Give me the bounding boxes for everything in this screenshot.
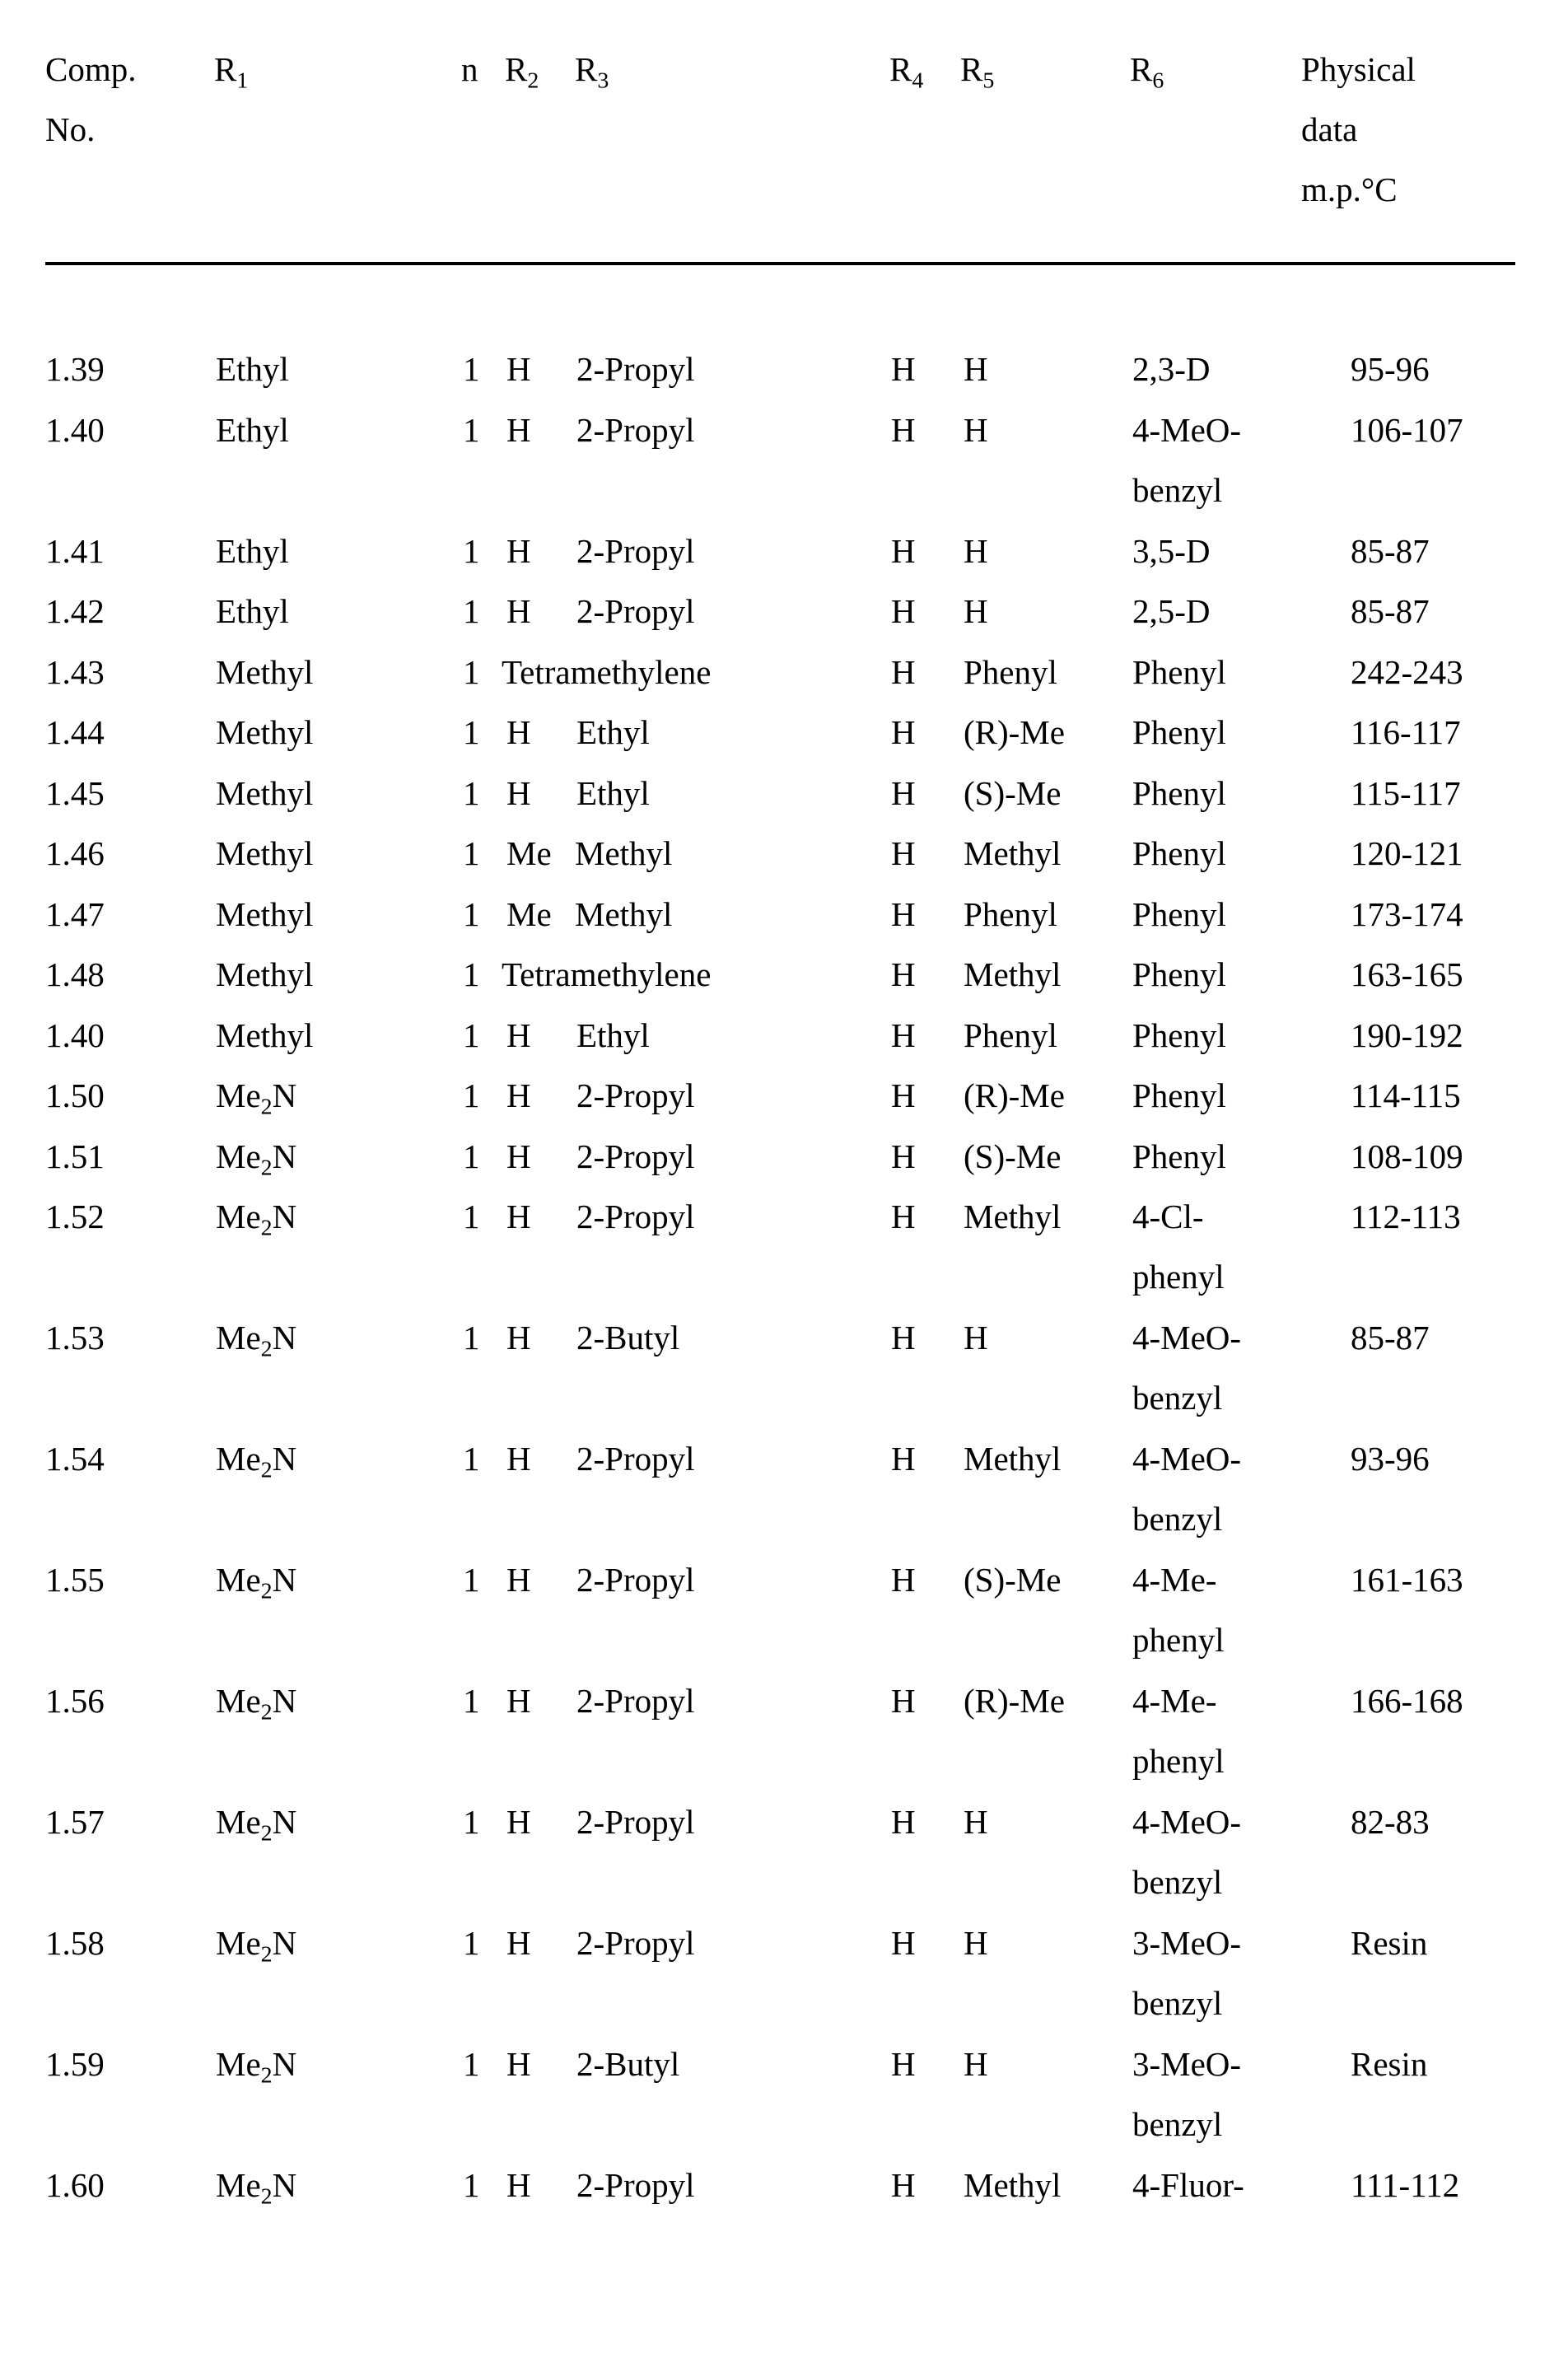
cell-n: 1: [463, 410, 480, 449]
cell-r6-line: Phenyl: [1132, 1016, 1226, 1054]
cell-r1: $Me_2N$: [216, 1319, 297, 1362]
cell-r6-line: 2,5-D: [1132, 592, 1211, 630]
cell-r6: [1132, 581, 1211, 642]
cell-melting-point: 95-96: [1351, 350, 1430, 388]
cell-melting-point: 242-243: [1351, 652, 1463, 691]
cell-r5: H: [964, 592, 988, 630]
cell-r5: Phenyl: [964, 652, 1057, 691]
cell-r2: H: [506, 1561, 531, 1599]
cell-r6: [1132, 2034, 1241, 2155]
cell-r6-line: phenyl: [1132, 1258, 1225, 1296]
cell-r4: H: [891, 713, 916, 751]
header-r6: $R_6$: [1130, 50, 1164, 94]
cell-r3: 2-Propyl: [576, 1076, 695, 1114]
cell-r3: 2-Propyl: [576, 1198, 695, 1235]
cell-r6-line: Phenyl: [1132, 1076, 1226, 1114]
cell-r5: H: [964, 350, 988, 388]
cell-r6: [1132, 1308, 1241, 1428]
cell-r6: [1132, 945, 1226, 1005]
header-physical-data: [1301, 40, 1416, 220]
header-physical-line3: m.p.°C: [1301, 170, 1398, 208]
cell-comp-no: 1.40: [45, 1016, 105, 1054]
cell-r1: $Me_2N$: [216, 1440, 297, 1483]
cell-r6-line: Phenyl: [1132, 955, 1226, 993]
cell-r1: $Me_2N$: [216, 1137, 297, 1180]
cell-r3: Methyl: [575, 894, 673, 933]
cell-r5: (R)-Me: [964, 1076, 1065, 1114]
cell-r6: [1132, 1127, 1226, 1187]
cell-melting-point: 85-87: [1351, 531, 1430, 570]
cell-r6-line: benzyl: [1132, 470, 1223, 509]
cell-r1: Methyl: [216, 652, 314, 691]
cell-r6: [1132, 642, 1226, 703]
cell-n: 1: [463, 592, 480, 630]
cell-r6-line: phenyl: [1132, 1621, 1225, 1659]
header-comp-no: [45, 40, 137, 160]
cell-r6-line: benzyl: [1132, 1379, 1223, 1417]
cell-r6-line: Phenyl: [1132, 894, 1226, 933]
cell-r5: (R)-Me: [964, 1682, 1065, 1720]
cell-r6-line: 3-MeO-: [1132, 1924, 1242, 1962]
header-r2: $R_2$: [505, 50, 539, 94]
cell-r6-line: Phenyl: [1132, 834, 1226, 872]
cell-r6: [1132, 703, 1226, 763]
cell-r6: [1132, 1429, 1241, 1549]
cell-r2: H: [506, 531, 531, 570]
header-comp-line1: Comp.: [45, 50, 137, 88]
cell-r4: H: [891, 1440, 916, 1478]
cell-comp-no: 1.57: [45, 1803, 105, 1841]
cell-r3: 2-Propyl: [576, 410, 695, 449]
cell-n: 1: [463, 894, 480, 933]
cell-r1: Methyl: [216, 894, 314, 933]
cell-n: 1: [463, 1198, 480, 1235]
header-n: n: [461, 50, 478, 88]
header-physical-line2: data: [1301, 110, 1358, 148]
cell-comp-no: 1.46: [45, 834, 105, 872]
cell-melting-point: 111-112: [1351, 2166, 1460, 2204]
cell-r3: 2-Propyl: [576, 350, 695, 388]
cell-comp-no: 1.42: [45, 592, 105, 630]
cell-comp-no: 1.59: [45, 2045, 105, 2083]
cell-r5: (S)-Me: [964, 1137, 1062, 1175]
cell-r5: Phenyl: [964, 1016, 1057, 1054]
cell-r3: 2-Propyl: [576, 1924, 695, 1962]
cell-r1: Methyl: [216, 713, 314, 751]
cell-r6-line: benzyl: [1132, 1984, 1223, 2022]
cell-comp-no: 1.55: [45, 1561, 105, 1599]
cell-r6: [1132, 824, 1226, 884]
header-divider: [45, 262, 1515, 265]
cell-comp-no: 1.47: [45, 894, 105, 933]
cell-r6-line: 2,3-D: [1132, 350, 1211, 388]
cell-comp-no: 1.53: [45, 1319, 105, 1356]
header-r3: $R_3$: [575, 50, 609, 94]
cell-r5: Phenyl: [964, 894, 1057, 933]
cell-n: 1: [463, 955, 480, 993]
cell-r2: H: [506, 773, 531, 812]
cell-r4: H: [891, 1198, 916, 1235]
cell-r5: Methyl: [964, 1198, 1062, 1235]
cell-r2: H: [506, 1198, 531, 1235]
cell-comp-no: 1.56: [45, 1682, 105, 1720]
cell-r4: H: [891, 652, 916, 691]
cell-r4: H: [891, 773, 916, 812]
cell-r6-line: Phenyl: [1132, 652, 1226, 691]
cell-melting-point: 161-163: [1351, 1561, 1463, 1599]
cell-comp-no: 1.41: [45, 531, 105, 570]
cell-r3: 2-Propyl: [576, 1440, 695, 1478]
cell-r2: H: [506, 713, 531, 751]
cell-r5: H: [964, 1924, 988, 1962]
cell-n: 1: [463, 531, 480, 570]
cell-r6: [1132, 339, 1211, 399]
cell-r6: [1132, 1066, 1226, 1126]
cell-r2: H: [506, 410, 531, 449]
cell-r6-line: Phenyl: [1132, 773, 1226, 812]
cell-r2-r3-combined: Tetramethylene: [502, 652, 712, 691]
cell-r5: (S)-Me: [964, 1561, 1062, 1599]
cell-melting-point: 106-107: [1351, 410, 1463, 449]
cell-r6-line: 4-Me-: [1132, 1682, 1217, 1720]
cell-n: 1: [463, 2166, 480, 2204]
cell-r5: Methyl: [964, 2166, 1062, 2204]
cell-n: 1: [463, 652, 480, 691]
cell-n: 1: [463, 1137, 480, 1175]
cell-melting-point: 93-96: [1351, 1440, 1430, 1478]
cell-r2: H: [506, 1076, 531, 1114]
cell-r6: [1132, 885, 1226, 945]
cell-melting-point: 85-87: [1351, 592, 1430, 630]
cell-r5: Methyl: [964, 1440, 1062, 1478]
cell-n: 1: [463, 834, 480, 872]
cell-melting-point: 85-87: [1351, 1319, 1430, 1356]
cell-r6-line: 4-Me-: [1132, 1561, 1217, 1599]
cell-n: 1: [463, 2045, 480, 2083]
cell-r3: Methyl: [575, 834, 673, 872]
cell-comp-no: 1.48: [45, 955, 105, 993]
cell-r6-line: 3-MeO-: [1132, 2045, 1242, 2083]
cell-r6-line: 4-Fluor-: [1132, 2166, 1244, 2204]
cell-r1: $Me_2N$: [216, 2045, 297, 2089]
cell-r6-line: 4-MeO-: [1132, 1803, 1242, 1841]
cell-r6-line: benzyl: [1132, 1863, 1223, 1901]
cell-n: 1: [463, 713, 480, 751]
cell-r4: H: [891, 1682, 916, 1720]
cell-r3: 2-Propyl: [576, 1137, 695, 1175]
cell-melting-point: 82-83: [1351, 1803, 1430, 1841]
cell-r6-line: benzyl: [1132, 2105, 1223, 2143]
cell-n: 1: [463, 1561, 480, 1599]
cell-comp-no: 1.58: [45, 1924, 105, 1962]
cell-r4: H: [891, 1016, 916, 1054]
cell-r6-line: 4-MeO-: [1132, 1319, 1242, 1356]
cell-n: 1: [463, 773, 480, 812]
cell-r2: H: [506, 1924, 531, 1962]
cell-r3: 2-Propyl: [576, 1803, 695, 1841]
cell-r2: H: [506, 2166, 531, 2204]
cell-comp-no: 1.39: [45, 350, 105, 388]
cell-r2: H: [506, 1319, 531, 1356]
cell-r6-line: benzyl: [1132, 1500, 1223, 1538]
cell-r5: H: [964, 1319, 988, 1356]
cell-r4: H: [891, 1924, 916, 1962]
cell-n: 1: [463, 1319, 480, 1356]
cell-r1: Ethyl: [216, 531, 289, 570]
cell-n: 1: [463, 1440, 480, 1478]
cell-r3: 2-Propyl: [576, 592, 695, 630]
cell-r6: [1132, 1187, 1225, 1307]
cell-r1: $Me_2N$: [216, 1803, 297, 1847]
cell-r6: [1132, 2155, 1244, 2216]
cell-n: 1: [463, 1016, 480, 1054]
cell-comp-no: 1.45: [45, 773, 105, 812]
cell-melting-point: 112-113: [1351, 1198, 1461, 1235]
cell-r5: Methyl: [964, 834, 1062, 872]
cell-r2: H: [506, 1137, 531, 1175]
cell-r6: [1132, 1913, 1241, 2033]
header-comp-line2: No.: [45, 110, 96, 148]
cell-r4: H: [891, 1319, 916, 1356]
cell-r4: H: [891, 592, 916, 630]
cell-r2: Me: [506, 834, 552, 872]
cell-n: 1: [463, 1924, 480, 1962]
cell-r6: [1132, 763, 1226, 824]
cell-comp-no: 1.50: [45, 1076, 105, 1114]
cell-r3: Ethyl: [576, 773, 650, 812]
cell-r4: H: [891, 2166, 916, 2204]
cell-r2: H: [506, 350, 531, 388]
cell-r2: H: [506, 592, 531, 630]
cell-r6-line: 3,5-D: [1132, 531, 1211, 570]
cell-r1: $Me_2N$: [216, 2166, 297, 2210]
cell-comp-no: 1.52: [45, 1198, 105, 1235]
header-r5: $R_5$: [960, 50, 995, 94]
cell-n: 1: [463, 1076, 480, 1114]
cell-r4: H: [891, 531, 916, 570]
cell-r6: [1132, 400, 1241, 521]
cell-melting-point: 108-109: [1351, 1137, 1463, 1175]
cell-r1: $Me_2N$: [216, 1924, 297, 1968]
cell-r6-line: Phenyl: [1132, 713, 1226, 751]
cell-r2: H: [506, 1803, 531, 1841]
cell-r4: H: [891, 894, 916, 933]
cell-r6: [1132, 1671, 1225, 1791]
cell-r1: $Me_2N$: [216, 1561, 297, 1604]
cell-r3: 2-Propyl: [576, 2166, 695, 2204]
cell-r4: H: [891, 834, 916, 872]
cell-r6-line: phenyl: [1132, 1742, 1225, 1780]
header-physical-line1: Physical: [1301, 50, 1416, 88]
cell-r6: [1132, 1792, 1241, 1912]
cell-melting-point: 190-192: [1351, 1016, 1463, 1054]
cell-r2: H: [506, 1440, 531, 1478]
cell-r1: Methyl: [216, 773, 314, 812]
cell-r2: H: [506, 1682, 531, 1720]
cell-r6: [1132, 521, 1211, 581]
cell-comp-no: 1.51: [45, 1137, 105, 1175]
cell-r3: 2-Butyl: [576, 2045, 680, 2083]
cell-r4: H: [891, 350, 916, 388]
cell-r4: H: [891, 1561, 916, 1599]
cell-r1: Methyl: [216, 834, 314, 872]
cell-r2: Me: [506, 894, 552, 933]
header-r4: $R_4$: [889, 50, 924, 94]
cell-r6-line: 4-MeO-: [1132, 410, 1242, 449]
cell-r4: H: [891, 1803, 916, 1841]
cell-r1: Methyl: [216, 1016, 314, 1054]
cell-comp-no: 1.54: [45, 1440, 105, 1478]
cell-melting-point: 120-121: [1351, 834, 1463, 872]
cell-r1: Ethyl: [216, 410, 289, 449]
cell-melting-point: 116-117: [1351, 713, 1461, 751]
cell-r3: 2-Propyl: [576, 1561, 695, 1599]
cell-r4: H: [891, 410, 916, 449]
cell-r2-r3-combined: Tetramethylene: [502, 955, 712, 993]
cell-r1: Methyl: [216, 955, 314, 993]
cell-r5: H: [964, 1803, 988, 1841]
cell-melting-point: 163-165: [1351, 955, 1463, 993]
header-r1: $R_1$: [214, 50, 249, 94]
cell-r6-line: 4-Cl-: [1132, 1198, 1204, 1235]
cell-r4: H: [891, 1137, 916, 1175]
cell-r4: H: [891, 2045, 916, 2083]
cell-r1: Ethyl: [216, 592, 289, 630]
cell-r3: 2-Propyl: [576, 1682, 695, 1720]
cell-r6: [1132, 1006, 1226, 1066]
cell-r1: Ethyl: [216, 350, 289, 388]
cell-r1: $Me_2N$: [216, 1682, 297, 1725]
cell-r5: Methyl: [964, 955, 1062, 993]
cell-r4: H: [891, 955, 916, 993]
cell-melting-point: Resin: [1351, 2045, 1428, 2083]
cell-melting-point: 173-174: [1351, 894, 1463, 933]
cell-melting-point: Resin: [1351, 1924, 1428, 1962]
cell-r6-line: Phenyl: [1132, 1137, 1226, 1175]
cell-comp-no: 1.43: [45, 652, 105, 691]
cell-r1: $Me_2N$: [216, 1198, 297, 1241]
cell-r2: H: [506, 1016, 531, 1054]
cell-r5: H: [964, 410, 988, 449]
cell-r5: (R)-Me: [964, 713, 1065, 751]
cell-r5: (S)-Me: [964, 773, 1062, 812]
cell-r5: H: [964, 2045, 988, 2083]
cell-r4: H: [891, 1076, 916, 1114]
cell-r6-line: 4-MeO-: [1132, 1440, 1242, 1478]
cell-melting-point: 166-168: [1351, 1682, 1463, 1720]
cell-comp-no: 1.60: [45, 2166, 105, 2204]
cell-r3: 2-Butyl: [576, 1319, 680, 1356]
cell-melting-point: 114-115: [1351, 1076, 1461, 1114]
cell-r3: Ethyl: [576, 1016, 650, 1054]
cell-r6: [1132, 1550, 1225, 1670]
cell-r2: H: [506, 2045, 531, 2083]
cell-r1: $Me_2N$: [216, 1076, 297, 1120]
cell-n: 1: [463, 1682, 480, 1720]
cell-r3: 2-Propyl: [576, 531, 695, 570]
cell-n: 1: [463, 1803, 480, 1841]
cell-melting-point: 115-117: [1351, 773, 1461, 812]
cell-comp-no: 1.40: [45, 410, 105, 449]
cell-n: 1: [463, 350, 480, 388]
cell-r3: Ethyl: [576, 713, 650, 751]
cell-r5: H: [964, 531, 988, 570]
cell-comp-no: 1.44: [45, 713, 105, 751]
